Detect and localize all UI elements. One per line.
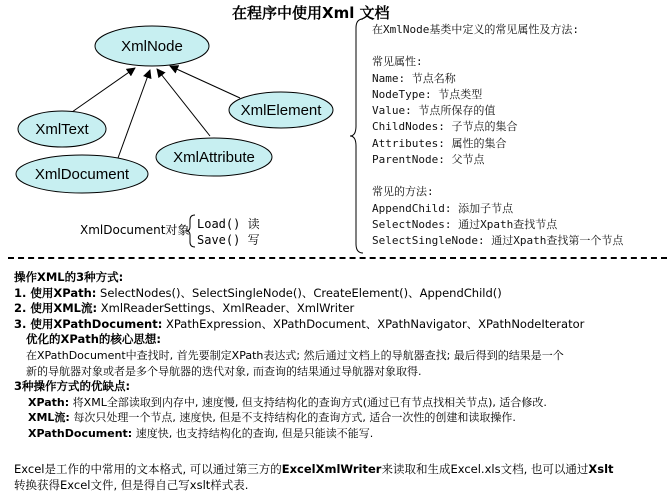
pros-cons-xml-stream: XML流: 每次只处理一个节点, 速度快, 但是不支持结构化的查询方式, 适合一次性的创建和读取操作. — [28, 411, 516, 425]
big-brace — [349, 18, 367, 254]
method-item: AppendChild: 添加子节点 — [372, 201, 514, 215]
arrow-attribute-to-node — [157, 69, 210, 136]
dashed-divider — [8, 257, 667, 259]
node-xmltext — [18, 111, 106, 147]
class-hierarchy-diagram — [0, 0, 350, 210]
methods-title: 常见的方法: — [372, 185, 434, 199]
pros-cons-xpath: XPath: 将XML全部读取到内存中, 速度慢, 但支持结构化的查询方式(通过已有节点找相关节点), 适合修改. — [28, 395, 547, 409]
excel-note — [14, 461, 670, 493]
property-item: ParentNode: 父节点 — [372, 153, 485, 167]
load-method: Load() 读 — [197, 217, 260, 231]
xmldocument-object-label: XmlDocument对象 — [80, 223, 190, 237]
svg-text:XmlText: XmlText — [35, 121, 89, 138]
page-title: 在程序中使用Xml 文档 — [232, 4, 390, 22]
node-xmlattribute — [156, 138, 272, 176]
svg-text:XmlDocument: XmlDocument — [34, 166, 130, 183]
method-item: SelectNodes: 通过Xpath查找节点 — [372, 217, 558, 231]
members-heading: 在XmlNode基类中定义的常见属性及方法: — [372, 23, 579, 36]
save-method: Save() 写 — [197, 233, 260, 247]
svg-text:XmlElement: XmlElement — [240, 102, 322, 119]
excel-line: Excel是工作的中常用的文本格式, 可以通过第三方的ExcelXmlWriter来读取和生成Excel.xls文档, 也可以通过Xslt — [14, 462, 614, 476]
ops-item-xpathdocument: 3. 使用XPathDocument: XPathExpression、XPathDocument、XPathNavigator、XPathNodeIterator — [14, 316, 585, 331]
ops-item-xpath: 1. 使用XPath: SelectNodes()、SelectSingleNode()、CreateElement()、AppendChild() — [14, 285, 502, 300]
node-xmlelement — [229, 92, 333, 128]
property-item: Attributes: 属性的集合 — [372, 136, 507, 150]
property-item: ChildNodes: 子节点的集合 — [372, 120, 518, 134]
pros-cons-title: 3种操作方式的优缺点: — [14, 379, 131, 394]
xml-operations-section — [14, 270, 666, 442]
pros-cons-xpathdocument: XPathDocument: 速度快, 也支持结构化的查询, 但是只能读不能写. — [28, 426, 374, 440]
xmldocument-methods — [197, 216, 260, 248]
ops-item-xml-stream: 2. 使用XML流: XmlReaderSettings、XmlReader、XmlWriter — [14, 301, 355, 316]
arrow-element-to-node — [170, 66, 240, 98]
xmlnode-members-panel — [372, 22, 668, 252]
arrow-document-to-node — [118, 70, 150, 158]
core-idea-line: 新的导航器对象或者是多个导航器的迭代对象, 而查询的结果通过导航器对象取得. — [26, 364, 422, 378]
property-item: Value: 节点所保存的值 — [372, 104, 496, 118]
property-item: NodeType: 节点类型 — [372, 87, 483, 101]
properties-title: 常见属性: — [372, 55, 423, 69]
ops-heading: 操作XML的3种方式: — [14, 270, 124, 284]
core-idea-line: 在XPathDocument中查找时, 首先要制定XPath表达式; 然后通过文档上的导航器查找; 最后得到的结果是一个 — [26, 348, 564, 362]
core-idea-title: 优化的XPath的核心思想: — [26, 332, 162, 347]
excel-line: 转换获得Excel文件, 但是得自己写xslt样式表. — [14, 478, 249, 492]
svg-text:XmlNode: XmlNode — [121, 38, 183, 55]
arrow-text-to-node — [72, 68, 135, 112]
property-item: Name: 节点名称 — [372, 71, 456, 85]
method-item: SelectSingleNode: 通过Xpath查找第一个节点 — [372, 234, 624, 248]
node-xmlnode — [95, 26, 209, 66]
small-brace — [185, 214, 197, 248]
node-xmldocument — [16, 155, 148, 193]
svg-text:XmlAttribute: XmlAttribute — [173, 149, 255, 166]
